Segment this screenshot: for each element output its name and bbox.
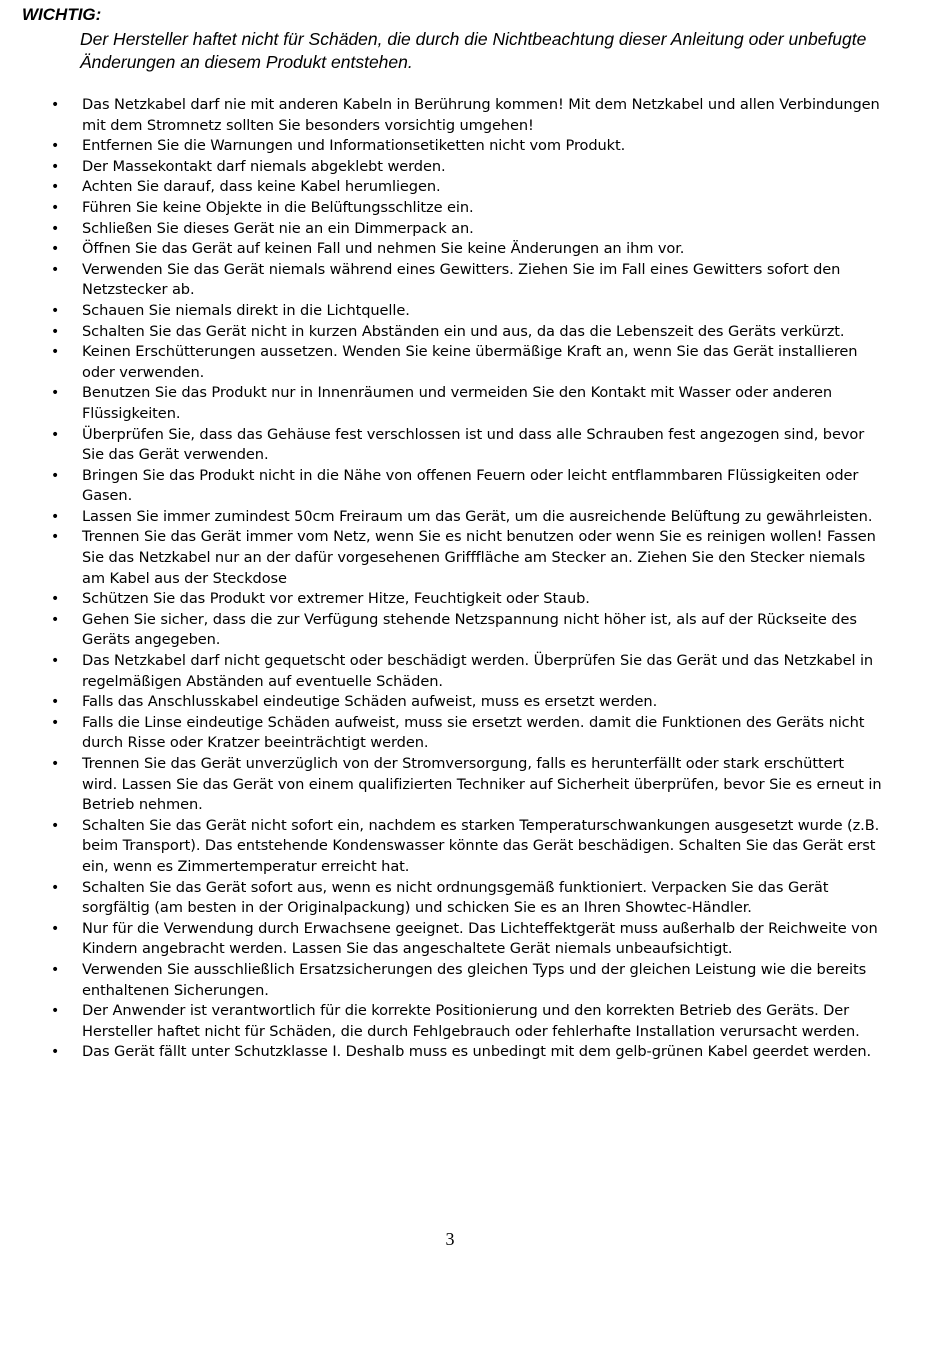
list-item-text: Benutzen Sie das Produkt nur in Innenräumen und vermeiden Sie den Kontakt mit Wasser oder anderen Flüssigkeiten. xyxy=(82,384,833,422)
list-item xyxy=(0,1001,882,1042)
list-item xyxy=(0,136,882,157)
list-item-text: Das Gerät fällt unter Schutzklasse I. Deshalb muss es unbedingt mit dem gelb-grünen Kabel geerdet werden. xyxy=(82,1043,872,1061)
bullet-icon: • xyxy=(51,467,60,484)
list-item-text: Falls das Anschlusskabel eindeutige Schäden aufweist, muss es ersetzt werden. xyxy=(82,693,658,711)
list-item-text: Achten Sie darauf, dass keine Kabel herumliegen. xyxy=(82,178,441,196)
list-item xyxy=(0,260,882,301)
list-item xyxy=(0,95,882,136)
list-item xyxy=(0,692,882,713)
list-item-text: Schalten Sie das Gerät nicht sofort ein, nachdem es starken Temperaturschwankungen ausgesetzt wurde (z.B. beim Transport). Das entstehende Kondenswasser könnte das Gerät beschädigen. Schalten Sie das Gerät erst ein, wenn es Zimmertemperatur erreicht hat. xyxy=(82,816,880,875)
bullet-icon: • xyxy=(51,920,60,937)
list-item xyxy=(0,878,882,919)
list-item-text: Lassen Sie immer zumindest 50cm Freiraum um das Gerät, um die ausreichende Belüftung zu gewährleisten. xyxy=(82,507,873,525)
list-item xyxy=(0,507,882,528)
list-item xyxy=(0,919,882,960)
list-item-text: Führen Sie keine Objekte in die Belüftungsschlitze ein. xyxy=(82,198,474,216)
list-item-text: Schauen Sie niemals direkt in die Lichtquelle. xyxy=(82,301,410,319)
list-item xyxy=(0,651,882,692)
list-item xyxy=(0,219,882,240)
bullet-icon: • xyxy=(51,426,60,443)
bullet-icon: • xyxy=(51,344,60,361)
list-item-text: Der Anwender ist verantwortlich für die korrekte Positionierung und den korrekten Betrieb des Geräts. Der Hersteller haftet nicht für Schäden, die durch Fehlgebrauch oder fehlerhafte Installation verursacht werden. xyxy=(82,1002,860,1040)
bullet-icon: • xyxy=(51,97,60,113)
list-item xyxy=(0,342,882,383)
list-item xyxy=(0,589,882,610)
bullet-icon: • xyxy=(51,261,60,278)
list-item-text: Das Netzkabel darf nicht gequetscht oder beschädigt werden. Überprüfen Sie das Gerät und das Netzkabel in regelmäßigen Abständen auf eventuelle Schäden. xyxy=(82,652,874,690)
list-item-text: Verwenden Sie das Gerät niemals während eines Gewitters. Ziehen Sie im Fall eines Gewitters sofort den Netzstecker ab. xyxy=(82,260,841,299)
list-item-text: Trennen Sie das Gerät immer vom Netz, wenn Sie es nicht benutzen oder wenn Sie es reinigen wollen! Fassen Sie das Netzkabel nur an der dafür vorgesehenen Grifffläche am Stecker an. Ziehen Sie den Stecker niemals am Kabel aus der Steckdose xyxy=(82,528,876,587)
bullet-icon: • xyxy=(51,756,60,772)
list-item xyxy=(0,177,882,198)
bullet-icon: • xyxy=(51,961,60,978)
list-item xyxy=(0,960,882,1001)
bullet-icon: • xyxy=(51,323,60,340)
bullet-icon: • xyxy=(51,879,60,896)
warning-heading: WICHTIG: xyxy=(22,5,102,24)
bullet-icon: • xyxy=(51,385,60,402)
list-item-text: Schalten Sie das Gerät sofort aus, wenn es nicht ordnungsgemäß funktioniert. Verpacken Sie das Gerät sorgfältig (am besten in der Originalpackung) und schicken Sie es an Ihren Showtec-Händler. xyxy=(82,878,829,917)
list-item-text: Gehen Sie sicher, dass die zur Verfügung stehende Netzspannung nicht höher ist, als auf der Rückseite des Geräts angegeben. xyxy=(82,610,857,649)
list-item xyxy=(0,466,882,507)
bullet-icon: • xyxy=(51,158,60,175)
bullet-icon: • xyxy=(51,1044,60,1061)
list-item-text: Schließen Sie dieses Gerät nie an ein Dimmerpack an. xyxy=(82,219,474,237)
list-item-text: Falls die Linse eindeutige Schäden aufweist, muss sie ersetzt werden. damit die Funktionen des Geräts nicht durch Risse oder Kratzer beeinträchtigt werden. xyxy=(82,713,865,752)
warning-disclaimer-text: Der Hersteller haftet nicht für Schäden, die durch die Nichtbeachtung dieser Anleitung oder unbefugte Änderungen an diesem Produkt entstehen. xyxy=(80,29,867,72)
list-item xyxy=(0,198,882,219)
list-item xyxy=(0,425,882,466)
list-item-text: Verwenden Sie ausschließlich Ersatzsicherungen des gleichen Typs und der gleichen Leistung wie die bereits enthaltenen Sicherungen. xyxy=(82,960,867,999)
list-item xyxy=(0,1042,882,1063)
list-item xyxy=(0,383,882,424)
list-item-text: Schützen Sie das Produkt vor extremer Hitze, Feuchtigkeit oder Staub. xyxy=(82,590,590,608)
bullet-icon: • xyxy=(51,529,60,546)
bullet-icon: • xyxy=(51,179,60,196)
list-item-text: Schalten Sie das Gerät nicht in kurzen Abständen ein und aus, da das die Lebenszeit des Geräts verkürzt. xyxy=(82,322,845,340)
list-item-text: Der Massekontakt darf niemals abgeklebt werden. xyxy=(82,157,446,175)
list-item xyxy=(0,239,882,260)
safety-instructions-list xyxy=(0,95,950,1063)
bullet-icon: • xyxy=(51,611,60,628)
list-item xyxy=(0,301,882,322)
bullet-icon: • xyxy=(51,653,60,670)
list-item xyxy=(0,754,882,816)
bullet-icon: • xyxy=(51,508,60,525)
list-item-text: Bringen Sie das Produkt nicht in die Nähe von offenen Feuern oder leicht entflammbaren Flüssigkeiten oder Gasen. xyxy=(82,466,859,505)
bullet-icon: • xyxy=(51,199,60,216)
list-item xyxy=(0,610,882,651)
bullet-icon: • xyxy=(51,694,60,711)
bullet-icon: • xyxy=(51,241,60,258)
bullet-icon: • xyxy=(51,220,60,237)
list-item-text: Das Netzkabel darf nie mit anderen Kabeln in Berührung kommen! Mit dem Netzkabel und allen Verbindungen mit dem Stromnetz sollten Sie besonders vorsichtig umgehen! xyxy=(82,96,880,134)
bullet-icon: • xyxy=(51,591,60,608)
list-item xyxy=(0,157,882,178)
list-item-text: Entfernen Sie die Warnungen und Informationsetiketten nicht vom Produkt. xyxy=(82,137,626,155)
bullet-icon: • xyxy=(51,817,60,834)
bullet-icon: • xyxy=(51,1003,60,1020)
page-number: 3 xyxy=(445,1229,455,1249)
bullet-icon: • xyxy=(51,302,60,319)
bullet-icon: • xyxy=(51,138,60,155)
list-item-text: Nur für die Verwendung durch Erwachsene geeignet. Das Lichteffektgerät muss außerhalb der Reichweite von Kindern angebracht werden. Lassen Sie das angeschaltete Gerät niemals unbeaufsichtigt. xyxy=(82,919,878,958)
list-item-text: Öffnen Sie das Gerät auf keinen Fall und nehmen Sie keine Änderungen an ihm vor. xyxy=(82,240,685,258)
list-item-text: Überprüfen Sie, dass das Gehäuse fest verschlossen ist und dass alle Schrauben fest angezogen sind, bevor Sie das Gerät verwenden. xyxy=(82,425,865,464)
bullet-icon: • xyxy=(51,714,60,731)
list-item xyxy=(0,816,882,878)
list-item-text: Keinen Erschütterungen aussetzen. Wenden Sie keine übermäßige Kraft an, wenn Sie das Gerät installieren oder verwenden. xyxy=(82,343,858,381)
list-item xyxy=(0,527,882,589)
list-item xyxy=(0,713,882,754)
list-item xyxy=(0,322,882,343)
list-item-text: Trennen Sie das Gerät unverzüglich von der Stromversorgung, falls es herunterfällt oder stark erschüttert wird. Lassen Sie das Gerät von einem qualifizierten Techniker auf Sicherheit überprüfen, bevor Sie es erneut in Betrieb nehmen. xyxy=(82,755,882,814)
